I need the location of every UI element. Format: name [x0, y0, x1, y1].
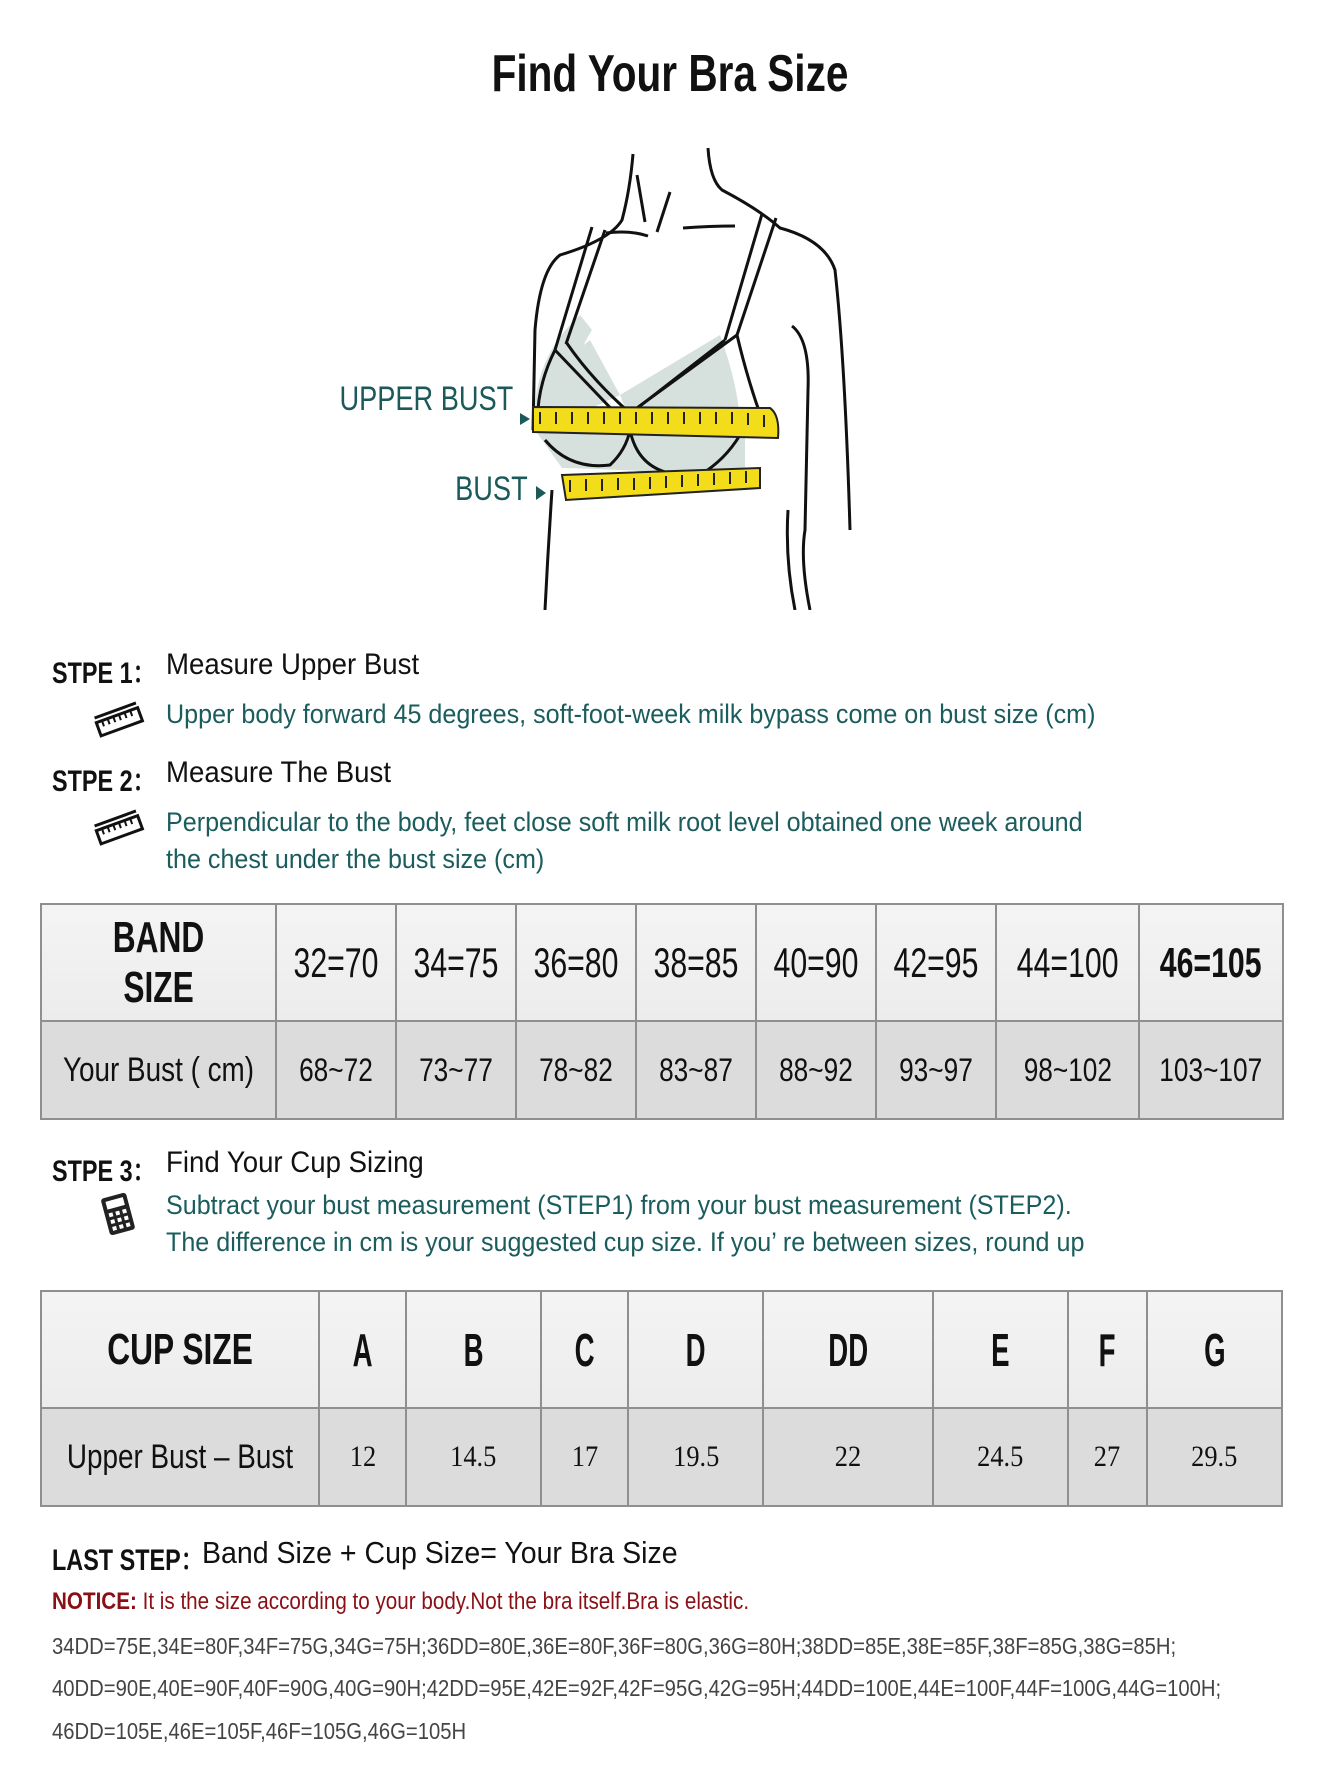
step-2-description: Perpendicular to the body, feet close soft milk root level obtained one week around the chest under the bust size (cm): [166, 807, 1083, 874]
last-step-label: LAST STEP：: [52, 1544, 205, 1577]
last-step: [52, 1535, 678, 1579]
step-3: [52, 1146, 424, 1190]
cup-size-cell: DD: [828, 1323, 869, 1376]
your-bust-label: Your Bust ( cm): [62, 1050, 255, 1089]
step-1: [52, 648, 420, 692]
step-2-title: Measure The Bust: [166, 756, 392, 789]
arrow-right-icon: [536, 486, 546, 500]
conversion-line: 46DD=105E,46E=105F,46F=105G,46G=105H: [52, 1718, 467, 1744]
cup-size-cell: E: [991, 1323, 1010, 1376]
bust-range-cell: 73~77: [419, 1051, 493, 1088]
bust-range-cell: 98~102: [1023, 1051, 1112, 1088]
difference-cell: 29.5: [1191, 1440, 1238, 1473]
difference-cell: 19.5: [672, 1440, 719, 1473]
notice-text: It is the size according to your body.Not the bra itself.Bra is elastic.: [142, 1588, 750, 1615]
torso-bra-illustration: [330, 130, 890, 610]
table-row: [41, 1408, 1282, 1506]
difference-cell: 17: [571, 1440, 598, 1473]
step-1-title: Measure Upper Bust: [166, 648, 420, 681]
step-1-label: STPE 1：: [52, 657, 157, 690]
bust-tape: [562, 468, 760, 500]
table-row: [41, 1021, 1283, 1119]
bust-range-cell: 83~87: [659, 1051, 733, 1088]
conversion-line: 40DD=90E,40E=90F,40F=90G,40G=90H;42DD=95E,42E=92F,42F=95G,42G=95H;44DD=100E,44E=100F,44F=100G,44G=100H;: [52, 1675, 1222, 1701]
cup-size-cell: D: [685, 1323, 706, 1376]
band-size-header: BAND SIZE: [112, 912, 205, 1012]
step-3-label: STPE 3：: [52, 1155, 157, 1188]
bust-range-cell: 93~97: [899, 1051, 973, 1088]
upper-bust-label: UPPER BUST: [339, 380, 513, 418]
bust-range-cell: 88~92: [779, 1051, 853, 1088]
ruler-icon: [90, 806, 146, 846]
step-3-title: Find Your Cup Sizing: [166, 1146, 424, 1179]
difference-cell: 27: [1094, 1440, 1121, 1473]
upper-bust-tape: [533, 407, 778, 438]
step-2-label: STPE 2：: [52, 765, 157, 798]
step-1-description: Upper body forward 45 degrees, soft-foot-week milk bypass come on bust size (cm): [166, 699, 1096, 729]
band-size-cell: 34=75: [413, 938, 499, 986]
cup-size-table: [40, 1290, 1283, 1507]
table-row: [41, 904, 1283, 1021]
notice-label: NOTICE:: [52, 1588, 137, 1615]
table-row: [41, 1291, 1282, 1408]
ruler-icon: [90, 698, 146, 738]
conversion-line: 34DD=75E,34E=80F,34F=75G,34G=75H;36DD=80E,36E=80F,36F=80G,36G=80H;38DD=85E,38E=85F,38F=85G,38G=85H;: [52, 1633, 1177, 1659]
page-title: Find Your Bra Size: [491, 45, 849, 103]
difference-cell: 24.5: [977, 1440, 1024, 1473]
cup-size-cell: G: [1203, 1323, 1226, 1376]
bust-label: BUST: [455, 470, 528, 508]
difference-cell: 22: [834, 1440, 862, 1473]
difference-cell: 14.5: [450, 1440, 497, 1473]
step-2: [52, 756, 392, 800]
band-size-cell: 42=95: [893, 938, 979, 986]
bust-range-cell: 103~107: [1159, 1051, 1263, 1088]
band-size-table: [40, 903, 1284, 1120]
notice: [52, 1588, 749, 1616]
arrow-right-icon: [520, 413, 530, 425]
difference-cell: 12: [349, 1440, 376, 1473]
band-size-cell: 36=80: [533, 938, 619, 986]
bust-range-cell: 78~82: [539, 1051, 613, 1088]
measurement-illustration: [330, 130, 890, 610]
step-3-description: Subtract your bust measurement (STEP1) from your bust measurement (STEP2). The difference in cm is your suggested cup size. If you’ re between sizes, round up: [166, 1190, 1085, 1257]
last-step-text: Band Size + Cup Size= Your Bra Size: [202, 1535, 678, 1570]
cup-size-cell: F: [1098, 1323, 1116, 1376]
calculator-icon: [100, 1192, 136, 1236]
bust-range-cell: 68~72: [299, 1051, 373, 1088]
cup-size-cell: A: [352, 1323, 373, 1376]
cup-size-cell: B: [463, 1323, 484, 1376]
difference-label: Upper Bust – Bust: [66, 1437, 294, 1476]
band-size-cell: 32=70: [293, 938, 379, 986]
cup-size-cell: C: [574, 1323, 595, 1376]
cup-size-header: CUP SIZE: [107, 1324, 253, 1374]
band-size-cell: 40=90: [773, 938, 859, 986]
band-size-cell: 44=100: [1016, 938, 1119, 986]
band-size-cell: 38=85: [653, 938, 739, 986]
band-size-cell: 46=105: [1159, 938, 1262, 986]
